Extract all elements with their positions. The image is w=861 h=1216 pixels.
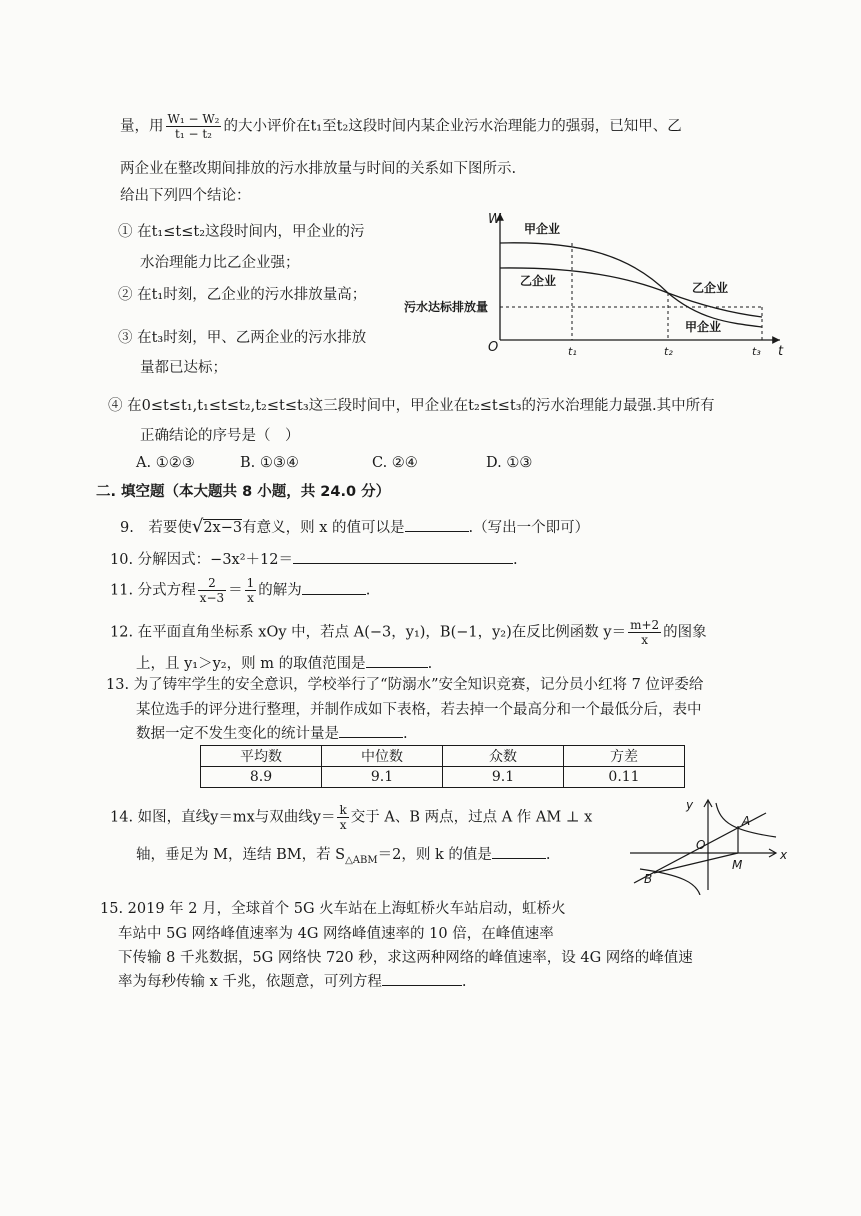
q9-post: 有意义，则 x 的值可以是 xyxy=(242,520,405,536)
b-label: B xyxy=(644,872,653,886)
option-c: C. ②④ xyxy=(372,455,418,471)
q15-blank[interactable] xyxy=(382,971,462,986)
q11-pre: 11. 分式方程 xyxy=(110,582,196,599)
question-14-line-1 xyxy=(110,803,592,832)
stats-table xyxy=(200,745,685,788)
table-cell: 0.11 xyxy=(564,767,685,788)
q14-f-num: k xyxy=(339,803,347,817)
t3-label: t₃ xyxy=(752,345,761,358)
intro-line-2: 两企业在整改期间排放的污水排放量与时间的关系如下图所示. xyxy=(120,161,517,177)
question-12-line-2 xyxy=(136,652,432,673)
yi-left-label: 乙企业 xyxy=(520,274,557,288)
q12-f-den: x xyxy=(641,633,648,647)
emission-graph xyxy=(400,205,790,365)
table-cell: 9.1 xyxy=(322,767,443,788)
t-axis-label: t xyxy=(778,344,784,359)
q14-fraction xyxy=(337,803,348,832)
q11-equals: ＝ xyxy=(228,582,243,599)
q12-f-num: m+2 xyxy=(630,618,660,632)
table-row xyxy=(201,767,685,788)
q14-blank[interactable] xyxy=(492,844,546,859)
q14-line2-pre: 轴，垂足为 M，连结 BM，若 S xyxy=(136,847,346,863)
conclusion-4-line-a: ④ 在0≤t≤t₁,t₁≤t≤t₂,t₂≤t≤t₃这三段时间中，甲企业在t₂≤t≤t₃的污水治理能力最强.其中所有 xyxy=(108,398,715,414)
question-15-line-4 xyxy=(118,970,467,991)
jia-bottom-label: 甲企业 xyxy=(685,320,722,334)
table-header: 平均数 xyxy=(201,746,322,767)
question-11 xyxy=(110,576,370,605)
o-label: O xyxy=(696,838,706,852)
table-header: 众数 xyxy=(443,746,564,767)
conclusion-1-line-a: ① 在t₁≤t≤t₂这段时间内，甲企业的污 xyxy=(118,224,365,240)
question-13-line-2: 某位选手的评分进行整理，并制作成如下表格，若去掉一个最高分和一个最低分后，表中 xyxy=(136,702,702,718)
hyperbola-graph xyxy=(626,795,796,895)
question-13-line-1: 13. 为了铸牢学生的安全意识，学校举行了“防溺水”安全知识竞赛，记分员小红将 7 位评委给 xyxy=(106,677,704,693)
q9-blank[interactable] xyxy=(405,517,469,532)
q10-pre: 10. 分解因式：−3x²＋12＝ xyxy=(110,552,293,568)
q10-blank[interactable] xyxy=(293,549,513,564)
q15-line4-pre: 率为每秒传输 x 千兆，依题意，可列方程 xyxy=(118,974,382,990)
q13-line3-pre: 数据一定不发生变化的统计量是 xyxy=(136,726,339,742)
question-14-line-2 xyxy=(136,843,550,866)
question-15-line-2: 车站中 5G 网络峰值速率为 4G 网络峰值速率的 10 倍，在峰值速率 xyxy=(118,926,554,942)
question-15-line-3: 下传输 8 千兆数据，5G 网络快 720 秒，求这两种网络的峰值速率，设 4G 网络的峰值速 xyxy=(118,950,693,966)
q11-f2-den: x xyxy=(247,591,254,605)
table-header: 方差 xyxy=(564,746,685,767)
q14-line1-post: 交于 A、B 两点，过点 A 作 AM ⊥ x xyxy=(350,809,593,826)
conclusion-2: ② 在t₁时刻，乙企业的污水排放量高； xyxy=(118,287,367,303)
q9-radicand: 2x−3 xyxy=(203,520,243,536)
intro-line-1 xyxy=(120,112,682,141)
w-axis-label: W xyxy=(488,212,501,227)
q14-line2-post: ＝2，则 k 的值是 xyxy=(377,847,492,863)
q15-tail: . xyxy=(461,974,467,990)
sqrt-symbol: √ xyxy=(191,516,204,537)
q11-post: 的解为 xyxy=(258,582,302,599)
table-cell: 9.1 xyxy=(443,767,564,788)
question-9 xyxy=(120,516,589,537)
q11-tail: . xyxy=(365,582,371,599)
q11-f1-num: 2 xyxy=(198,576,226,591)
q11-f2-num: 1 xyxy=(246,576,255,590)
question-10 xyxy=(110,548,518,569)
question-13-line-3 xyxy=(136,722,408,743)
intro-fraction xyxy=(166,112,222,141)
intro-line-1-post: 的大小评价在t₁至t₂这段时间内某企业污水治理能力的强弱，已知甲、乙 xyxy=(223,118,682,135)
segment-bm xyxy=(654,853,738,873)
x-label: x xyxy=(780,848,788,862)
option-a: A. ①②③ xyxy=(136,455,195,471)
q11-fraction-1 xyxy=(198,576,226,605)
q13-tail: . xyxy=(403,726,408,742)
question-15-line-1: 15. 2019 年 2 月，全球首个 5G 火车站在上海虹桥火车站启动，虹桥火 xyxy=(100,901,566,917)
intro-fraction-denominator: t₁ − t₂ xyxy=(175,127,212,141)
q11-fraction-2 xyxy=(245,576,257,605)
t1-label: t₁ xyxy=(568,345,577,358)
t2-label: t₂ xyxy=(664,345,673,358)
intro-line-3: 给出下列四个结论： xyxy=(120,188,251,204)
table-header: 中位数 xyxy=(322,746,443,767)
q12-tail: . xyxy=(427,656,433,672)
option-d: D. ①③ xyxy=(486,455,533,471)
intro-fraction-numerator: W₁ − W₂ xyxy=(167,112,220,126)
yi-right-label: 乙企业 xyxy=(692,281,729,295)
q9-pre: 9. 若要使 xyxy=(120,520,192,536)
table-cell: 8.9 xyxy=(201,767,322,788)
standard-label: 污水达标排放量 xyxy=(404,300,489,314)
q14-subscript: △ABM xyxy=(345,854,378,866)
q14-tail: . xyxy=(545,847,551,863)
jia-top-label: 甲企业 xyxy=(524,222,561,236)
y-label: y xyxy=(686,798,694,812)
q12-line1-post: 的图象 xyxy=(663,624,707,641)
q12-blank[interactable] xyxy=(366,653,428,668)
q10-tail: . xyxy=(512,552,518,568)
q12-fraction xyxy=(628,618,661,647)
m-label: M xyxy=(732,858,743,872)
conclusion-1-line-b: 水治理能力比乙企业强； xyxy=(140,255,300,271)
q12-line1-pre: 12. 在平面直角坐标系 xOy 中，若点 A(−3，y₁)，B(−1，y₂)在反比例函数 y＝ xyxy=(110,624,627,641)
question-12-line-1 xyxy=(110,618,707,647)
q9-tail: .（写出一个即可） xyxy=(468,520,590,536)
q11-f1-den: x−3 xyxy=(199,591,225,605)
q11-blank[interactable] xyxy=(302,580,366,595)
q13-blank[interactable] xyxy=(339,723,403,738)
section-2-title: 二. 填空题（本大题共 8 小题，共 24.0 分） xyxy=(96,484,391,500)
conclusion-3-line-b: 量都已达标； xyxy=(140,360,227,376)
conclusion-4-line-b: 正确结论的序号是（ ） xyxy=(140,428,300,444)
conclusion-3-line-a: ③ 在t₃时刻，甲、乙两企业的污水排放 xyxy=(118,330,367,346)
option-b: B. ①③④ xyxy=(240,455,299,471)
a-label: A xyxy=(742,814,751,828)
intro-line-1-pre: 量，用 xyxy=(120,118,164,135)
q12-line2-pre: 上，且 y₁＞y₂，则 m 的取值范围是 xyxy=(136,656,366,672)
table-header-row xyxy=(201,746,685,767)
q14-f-den: x xyxy=(339,818,347,832)
q14-line1-pre: 14. 如图，直线y＝mx与双曲线y＝ xyxy=(110,809,336,826)
origin-label: O xyxy=(488,340,499,355)
